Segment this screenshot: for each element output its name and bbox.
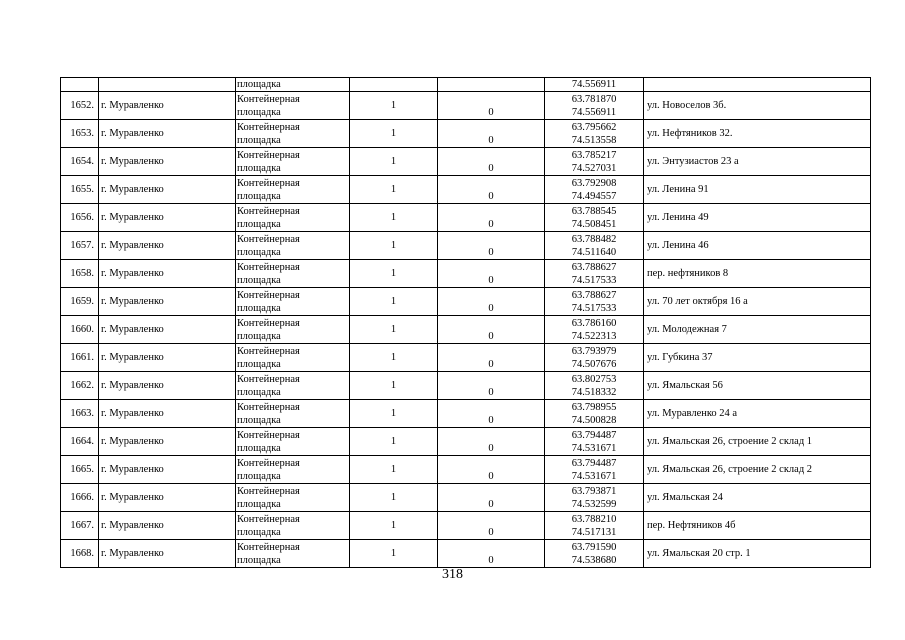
longitude-text: 74.556911: [571, 79, 617, 90]
cell-count: 1: [350, 92, 438, 120]
type-text: Контейнерная: [237, 429, 300, 441]
cell-num: 1657.: [61, 232, 99, 260]
cell-zero: 0: [438, 148, 545, 176]
longitude-text: 74.517131: [571, 526, 617, 538]
cell-coords: [545, 78, 644, 92]
type-text: Контейнерная: [237, 121, 300, 133]
type-text: площадка: [237, 79, 281, 90]
table-row: [61, 92, 871, 120]
latitude-text: 63.794487: [571, 457, 617, 469]
cell-type: [236, 120, 350, 148]
cell-zero: 0: [438, 316, 545, 344]
cell-num: 1664.: [61, 428, 99, 456]
latitude-text: 63.793979: [571, 345, 617, 357]
cell-city: г. Муравленко: [99, 288, 236, 316]
type-text: Контейнерная: [237, 149, 300, 161]
cell-type: [236, 232, 350, 260]
cell-address: ул. Ямальская 26, строение 2 склад 2: [644, 456, 871, 484]
longitude-text: 74.531671: [571, 442, 617, 454]
cell-count: 1: [350, 456, 438, 484]
longitude-text: 74.517533: [571, 302, 617, 314]
cell-address: ул. Муравленко 24 а: [644, 400, 871, 428]
cell-address: ул. Губкина 37: [644, 344, 871, 372]
registry-table: [60, 77, 871, 568]
cell-address: ул. Нефтяников 32.: [644, 120, 871, 148]
type-text: площадка: [237, 190, 281, 202]
cell-num: 1656.: [61, 204, 99, 232]
table-row: [61, 260, 871, 288]
cell-city: г. Муравленко: [99, 232, 236, 260]
cell-num: 1654.: [61, 148, 99, 176]
type-text: площадка: [237, 470, 281, 482]
latitude-text: 63.788627: [571, 261, 617, 273]
cell-num: 1660.: [61, 316, 99, 344]
cell-count: 1: [350, 288, 438, 316]
cell-address: ул. Ямальская 26, строение 2 склад 1: [644, 428, 871, 456]
cell-zero: 0: [438, 372, 545, 400]
type-text: площадка: [237, 162, 281, 174]
type-text: площадка: [237, 498, 281, 510]
cell-city: г. Муравленко: [99, 176, 236, 204]
type-text: Контейнерная: [237, 345, 300, 357]
cell-city: г. Муравленко: [99, 148, 236, 176]
cell-type: [236, 372, 350, 400]
type-text: площадка: [237, 106, 281, 118]
cell-count: 1: [350, 400, 438, 428]
cell-type: [236, 260, 350, 288]
cell-count: 1: [350, 260, 438, 288]
cell-zero: 0: [438, 204, 545, 232]
cell-zero: 0: [438, 484, 545, 512]
cell-type: [236, 484, 350, 512]
type-text: площадка: [237, 526, 281, 538]
cell-city: г. Муравленко: [99, 400, 236, 428]
cell-coords: [545, 260, 644, 288]
latitude-text: 63.802753: [571, 373, 617, 385]
table-row: [61, 484, 871, 512]
cell-count: 1: [350, 344, 438, 372]
cell-address: ул. Новоселов 3б.: [644, 92, 871, 120]
cell-count: 1: [350, 232, 438, 260]
cell-address: ул. Ямальская 56: [644, 372, 871, 400]
table-row: [61, 316, 871, 344]
cell-city: [99, 78, 236, 92]
table-row: [61, 456, 871, 484]
type-text: площадка: [237, 134, 281, 146]
type-text: площадка: [237, 246, 281, 258]
page-number: 318: [442, 567, 463, 582]
cell-num: 1658.: [61, 260, 99, 288]
table-row: [61, 428, 871, 456]
cell-address: ул. Молодежная 7: [644, 316, 871, 344]
cell-num: 1666.: [61, 484, 99, 512]
cell-type: [236, 204, 350, 232]
cell-count: 1: [350, 512, 438, 540]
type-text: площадка: [237, 218, 281, 230]
type-text: Контейнерная: [237, 261, 300, 273]
cell-num: 1662.: [61, 372, 99, 400]
type-text: Контейнерная: [237, 233, 300, 245]
cell-coords: [545, 232, 644, 260]
cell-count: 1: [350, 120, 438, 148]
type-text: Контейнерная: [237, 401, 300, 413]
cell-num: 1665.: [61, 456, 99, 484]
cell-city: г. Муравленко: [99, 316, 236, 344]
cell-type: [236, 288, 350, 316]
longitude-text: 74.507676: [571, 358, 617, 370]
cell-coords: [545, 456, 644, 484]
cell-num: 1655.: [61, 176, 99, 204]
latitude-text: 63.798955: [571, 401, 617, 413]
latitude-text: 63.794487: [571, 429, 617, 441]
longitude-text: 74.511640: [571, 246, 617, 258]
cell-zero: 0: [438, 232, 545, 260]
cell-type: [236, 512, 350, 540]
cell-coords: [545, 92, 644, 120]
longitude-text: 74.556911: [571, 106, 617, 118]
latitude-text: 63.781870: [571, 93, 617, 105]
latitude-text: 63.788545: [571, 205, 617, 217]
table-row: [61, 372, 871, 400]
type-text: площадка: [237, 358, 281, 370]
latitude-text: 63.791590: [571, 541, 617, 553]
type-text: площадка: [237, 302, 281, 314]
cell-address: ул. Ленина 49: [644, 204, 871, 232]
type-text: площадка: [237, 414, 281, 426]
table-row: [61, 148, 871, 176]
type-text: Контейнерная: [237, 485, 300, 497]
cell-coords: [545, 288, 644, 316]
cell-count: 1: [350, 148, 438, 176]
type-text: Контейнерная: [237, 513, 300, 525]
cell-coords: [545, 204, 644, 232]
longitude-text: 74.538680: [571, 554, 617, 566]
cell-address: ул. Ямальская 24: [644, 484, 871, 512]
type-text: Контейнерная: [237, 93, 300, 105]
cell-type: [236, 456, 350, 484]
table-row: [61, 512, 871, 540]
cell-count: 1: [350, 176, 438, 204]
cell-type: [236, 316, 350, 344]
type-text: Контейнерная: [237, 177, 300, 189]
cell-address: ул. Ямальская 20 стр. 1: [644, 540, 871, 568]
longitude-text: 74.527031: [571, 162, 617, 174]
cell-city: г. Муравленко: [99, 484, 236, 512]
cell-city: г. Муравленко: [99, 512, 236, 540]
cell-num: 1653.: [61, 120, 99, 148]
cell-coords: [545, 428, 644, 456]
cell-count: 1: [350, 428, 438, 456]
latitude-text: 63.788627: [571, 289, 617, 301]
longitude-text: 74.513558: [571, 134, 617, 146]
cell-coords: [545, 176, 644, 204]
cell-type: [236, 540, 350, 568]
cell-count: 1: [350, 372, 438, 400]
cell-coords: [545, 512, 644, 540]
table-row-continued: [61, 78, 871, 92]
cell-city: г. Муравленко: [99, 372, 236, 400]
cell-num: 1659.: [61, 288, 99, 316]
cell-type: [236, 78, 350, 92]
cell-coords: [545, 344, 644, 372]
latitude-text: 63.792908: [571, 177, 617, 189]
cell-num: [61, 78, 99, 92]
cell-address: ул. Ленина 91: [644, 176, 871, 204]
cell-city: г. Муравленко: [99, 428, 236, 456]
cell-city: г. Муравленко: [99, 344, 236, 372]
table-row: [61, 120, 871, 148]
cell-type: [236, 400, 350, 428]
cell-zero: 0: [438, 428, 545, 456]
cell-coords: [545, 316, 644, 344]
type-text: площадка: [237, 554, 281, 566]
cell-city: г. Муравленко: [99, 456, 236, 484]
longitude-text: 74.508451: [571, 218, 617, 230]
type-text: площадка: [237, 442, 281, 454]
type-text: Контейнерная: [237, 373, 300, 385]
cell-count: 1: [350, 484, 438, 512]
cell-zero: [438, 78, 545, 92]
cell-num: 1667.: [61, 512, 99, 540]
cell-city: г. Муравленко: [99, 120, 236, 148]
cell-coords: [545, 120, 644, 148]
longitude-text: 74.494557: [571, 190, 617, 202]
cell-num: 1652.: [61, 92, 99, 120]
cell-address: [644, 78, 871, 92]
type-text: Контейнерная: [237, 205, 300, 217]
latitude-text: 63.788210: [571, 513, 617, 525]
cell-coords: [545, 484, 644, 512]
cell-city: г. Муравленко: [99, 92, 236, 120]
longitude-text: 74.531671: [571, 470, 617, 482]
type-text: Контейнерная: [237, 541, 300, 553]
cell-address: ул. 70 лет октября 16 а: [644, 288, 871, 316]
longitude-text: 74.522313: [571, 330, 617, 342]
cell-type: [236, 176, 350, 204]
cell-address: ул. Ленина 46: [644, 232, 871, 260]
cell-zero: 0: [438, 400, 545, 428]
cell-type: [236, 92, 350, 120]
cell-coords: [545, 400, 644, 428]
cell-zero: 0: [438, 540, 545, 568]
cell-coords: [545, 372, 644, 400]
cell-count: [350, 78, 438, 92]
cell-zero: 0: [438, 260, 545, 288]
table-row: [61, 344, 871, 372]
cell-count: 1: [350, 540, 438, 568]
longitude-text: 74.500828: [571, 414, 617, 426]
latitude-text: 63.793871: [571, 485, 617, 497]
longitude-text: 74.532599: [571, 498, 617, 510]
cell-coords: [545, 540, 644, 568]
cell-num: 1668.: [61, 540, 99, 568]
type-text: площадка: [237, 330, 281, 342]
type-text: площадка: [237, 386, 281, 398]
cell-city: г. Муравленко: [99, 204, 236, 232]
cell-zero: 0: [438, 176, 545, 204]
cell-count: 1: [350, 204, 438, 232]
cell-address: пер. нефтяников 8: [644, 260, 871, 288]
cell-address: пер. Нефтяников 4б: [644, 512, 871, 540]
cell-zero: 0: [438, 288, 545, 316]
table-row: [61, 540, 871, 568]
cell-count: 1: [350, 316, 438, 344]
latitude-text: 63.786160: [571, 317, 617, 329]
longitude-text: 74.518332: [571, 386, 617, 398]
cell-coords: [545, 148, 644, 176]
type-text: площадка: [237, 274, 281, 286]
cell-address: ул. Энтузиастов 23 а: [644, 148, 871, 176]
cell-type: [236, 428, 350, 456]
longitude-text: 74.517533: [571, 274, 617, 286]
cell-num: 1661.: [61, 344, 99, 372]
cell-type: [236, 344, 350, 372]
table-row: [61, 400, 871, 428]
cell-zero: 0: [438, 512, 545, 540]
cell-type: [236, 148, 350, 176]
cell-city: г. Муравленко: [99, 540, 236, 568]
type-text: Контейнерная: [237, 289, 300, 301]
table-row: [61, 232, 871, 260]
cell-num: 1663.: [61, 400, 99, 428]
latitude-text: 63.785217: [571, 149, 617, 161]
cell-zero: 0: [438, 344, 545, 372]
latitude-text: 63.788482: [571, 233, 617, 245]
latitude-text: 63.795662: [571, 121, 617, 133]
type-text: Контейнерная: [237, 457, 300, 469]
table-row: [61, 176, 871, 204]
cell-zero: 0: [438, 92, 545, 120]
table-row: [61, 204, 871, 232]
cell-city: г. Муравленко: [99, 260, 236, 288]
type-text: Контейнерная: [237, 317, 300, 329]
table-row: [61, 288, 871, 316]
cell-zero: 0: [438, 120, 545, 148]
cell-zero: 0: [438, 456, 545, 484]
